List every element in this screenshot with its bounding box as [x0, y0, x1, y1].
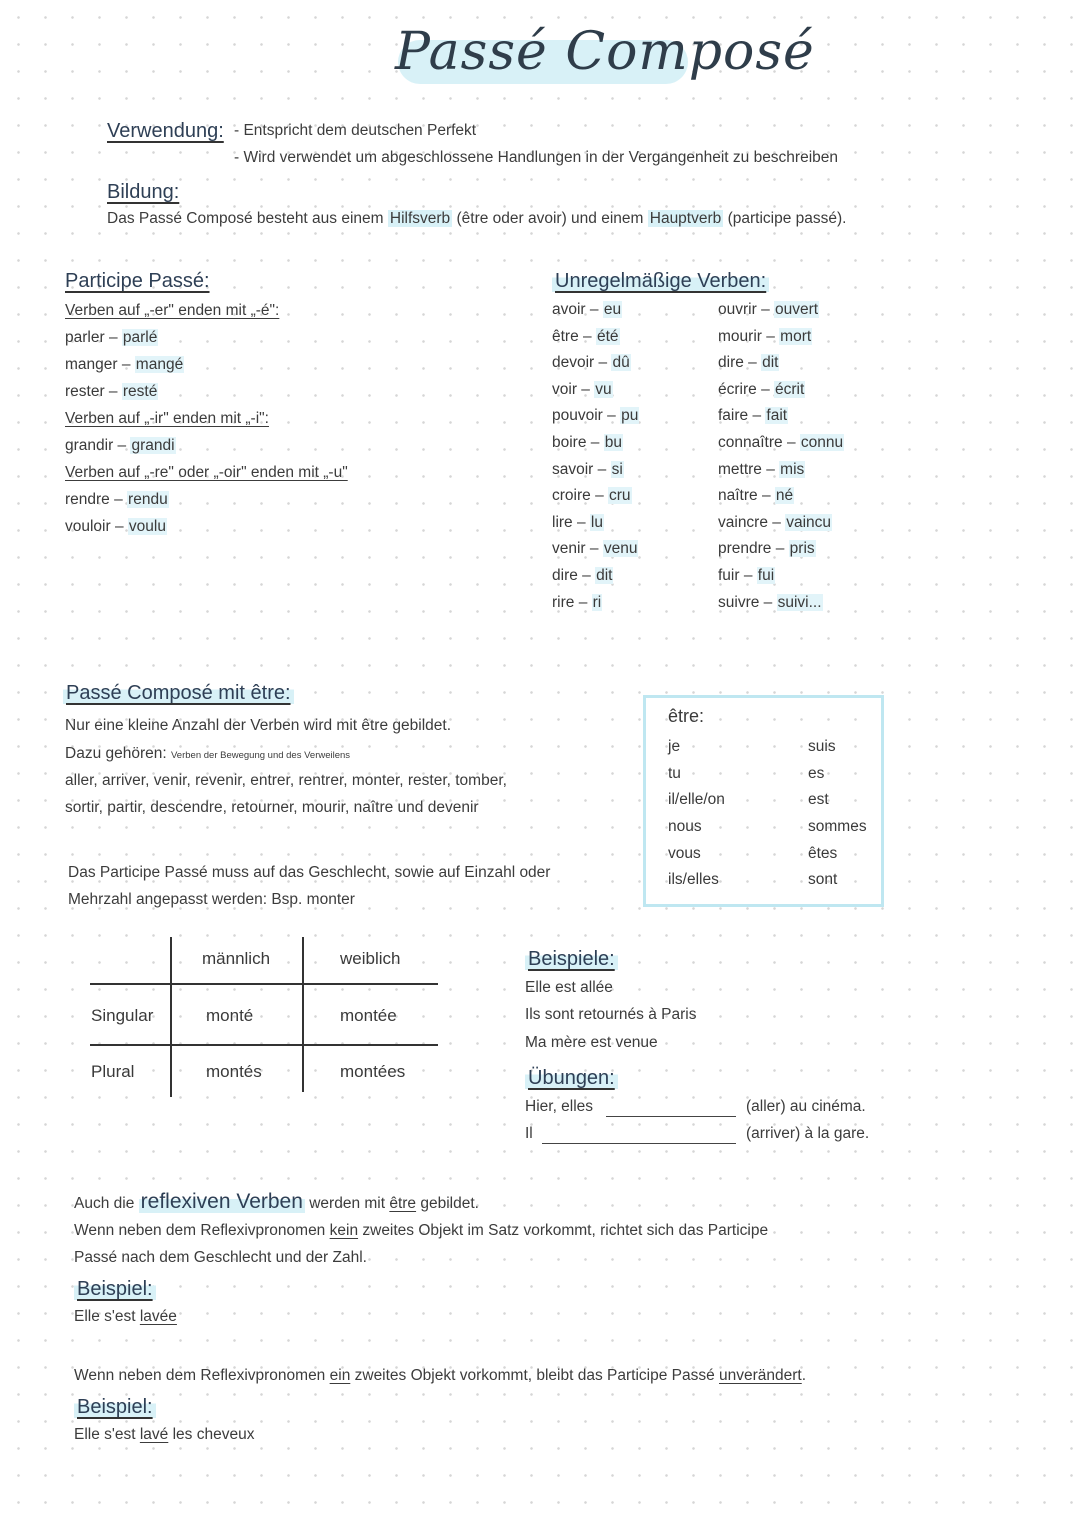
- list-item: vaincre – vaincu: [718, 513, 832, 531]
- table-row-label: Singular: [91, 1006, 154, 1025]
- table-cell: monté: [206, 1006, 254, 1025]
- table-divider: [90, 1044, 438, 1046]
- list-item: rire – ri: [552, 593, 602, 611]
- uebung-2-suffix: (arriver) à la gare.: [746, 1125, 870, 1142]
- reflexive-line-2: Wenn neben dem Reflexivpronomen kein zweites Objekt im Satz vorkommt, richtet sich das Participe: [74, 1222, 769, 1239]
- bildung-text: Das Passé Composé besteht aus einem Hilfsverb (être oder avoir) und einem Hauptverb (participe passé).: [107, 210, 847, 227]
- rule-er-label: Verben auf „-er" enden mit „-é":: [65, 302, 280, 319]
- etre-line-1: Nur eine kleine Anzahl der Verben wird mit être gebildet.: [65, 717, 451, 734]
- list-item: rester – resté: [65, 383, 158, 400]
- list-item: vouloir – voulu: [65, 518, 166, 535]
- verwendung-line-1: - Entspricht dem deutschen Perfekt: [234, 122, 477, 139]
- list-item: rendre – rendu: [65, 491, 168, 508]
- verwendung-line-2: - Wird verwendet um abgeschlossene Handlungen in der Vergangenheit zu beschreiben: [234, 149, 839, 166]
- hilfsverb-highlight: Hilfsverb: [389, 210, 451, 227]
- list-item: manger – mangé: [65, 356, 184, 373]
- list-item: devoir – dû: [552, 354, 630, 372]
- list-item: mettre – mis: [718, 460, 805, 478]
- etre-line-3: aller, arriver, venir, revenir, entrer, rentrer, monter, rester, tomber,: [65, 772, 507, 789]
- agreement-table: [90, 937, 440, 1097]
- list-item: venir – venu: [552, 540, 638, 558]
- uebung-1-suffix: (aller) au cinéma.: [746, 1098, 866, 1115]
- list-item: faire – fait: [718, 407, 788, 425]
- irregular-col-2: [718, 297, 844, 616]
- conjugation-row: ils/elles sont: [668, 871, 838, 888]
- list-item: croire – cru: [552, 487, 631, 505]
- list-item: grandir – grandi: [65, 437, 175, 454]
- list-item: pouvoir – pu: [552, 407, 639, 425]
- list-item: naître – né: [718, 487, 794, 505]
- table-header-masc: männlich: [202, 949, 271, 968]
- beispiel-item: Elle est allée: [525, 979, 613, 996]
- beispiel-1-text: Elle s'est lavée: [74, 1308, 177, 1325]
- participe-passe-list: [65, 297, 348, 540]
- table-cell: montées: [340, 1062, 406, 1081]
- table-divider: [170, 937, 172, 1097]
- list-item: suivre – suivi...: [718, 593, 822, 611]
- list-item: boire – bu: [552, 433, 622, 451]
- etre-conjugation-box: [643, 695, 884, 907]
- uebung-2-prefix: Il: [525, 1125, 533, 1142]
- reflexive-line-3: Passé nach dem Geschlecht und der Zahl.: [74, 1249, 367, 1266]
- list-item: être – été: [552, 327, 619, 345]
- list-item: écrire – écrit: [718, 380, 805, 398]
- uebung-2-blank[interactable]: [542, 1127, 736, 1144]
- beispiel-2-text: Elle s'est lavé les cheveux: [74, 1426, 255, 1443]
- list-item: fuir – fui: [718, 566, 775, 584]
- list-item: lire – lu: [552, 513, 603, 531]
- list-item: prendre – pris: [718, 540, 815, 558]
- table-header-fem: weiblich: [340, 949, 401, 968]
- list-item: connaître – connu: [718, 433, 844, 451]
- verwendung-heading: Verwendung:: [107, 120, 224, 142]
- conjugation-row: je suis: [668, 738, 836, 755]
- list-item: savoir – si: [552, 460, 623, 478]
- irregular-col-1: [552, 297, 639, 616]
- rule-ir-label: Verben auf „-ir" enden mit „-i":: [65, 410, 269, 427]
- etre-line-4: sortir, partir, descendre, retourner, mourir, naître und devenir: [65, 799, 479, 816]
- table-cell: montée: [340, 1006, 397, 1025]
- list-item: dire – dit: [718, 354, 779, 372]
- table-row-label: Plural: [91, 1062, 135, 1081]
- conjugation-row: vous êtes: [668, 845, 838, 862]
- list-item: voir – vu: [552, 380, 612, 398]
- agreement-line-1: Das Participe Passé muss auf das Geschlecht, sowie auf Einzahl oder: [68, 864, 551, 881]
- uebung-1-prefix: Hier, elles: [525, 1098, 594, 1115]
- rule-re-oir-label: Verben auf „-re" oder „-oir" enden mit „-u": [65, 464, 348, 481]
- etre-section-heading: Passé Composé mit être:: [63, 682, 294, 705]
- irregular-heading: Unregelmäßige Verben:: [552, 270, 769, 293]
- participe-passe-heading: Participe Passé:: [65, 270, 210, 292]
- reflexive-line-4: Wenn neben dem Reflexivpronomen ein zweites Objekt vorkommt, bleibt das Participe Passé unverändert.: [74, 1367, 807, 1384]
- list-item: parler – parlé: [65, 329, 158, 346]
- beispiele-heading: Beispiele:: [525, 948, 618, 971]
- hauptverb-highlight: Hauptverb: [649, 210, 722, 227]
- agreement-line-2: Mehrzahl angepasst werden: Bsp. monter: [68, 891, 355, 908]
- uebung-1-blank[interactable]: [606, 1100, 736, 1117]
- table-cell: montés: [206, 1062, 262, 1081]
- table-divider: [90, 983, 438, 985]
- page-title: Passé Composé: [395, 22, 815, 82]
- beispiel-item: Ils sont retournés à Paris: [525, 1006, 697, 1023]
- list-item: avoir – eu: [552, 301, 622, 318]
- reflexive-line-1: Auch die reflexiven Verben werden mit être gebildet.: [74, 1190, 479, 1213]
- list-item: mourir – mort: [718, 327, 812, 345]
- conjugation-row: nous sommes: [668, 818, 867, 835]
- bildung-heading: Bildung:: [107, 181, 180, 203]
- etre-line-2: Dazu gehören: Verben der Bewegung und des Verweilens: [65, 745, 351, 762]
- beispiel-2-heading: Beispiel:: [74, 1396, 156, 1419]
- list-item: dire – dit: [552, 566, 613, 584]
- beispiel-1-heading: Beispiel:: [74, 1278, 156, 1301]
- beispiel-item: Ma mère est venue: [525, 1034, 658, 1051]
- list-item: ouvrir – ouvert: [718, 301, 819, 318]
- uebungen-heading: Übungen:: [525, 1067, 618, 1090]
- etre-box-title: être:: [668, 706, 705, 726]
- conjugation-row: il/elle/on est: [668, 791, 829, 808]
- conjugation-row: tu es: [668, 765, 825, 782]
- table-divider: [302, 937, 304, 1092]
